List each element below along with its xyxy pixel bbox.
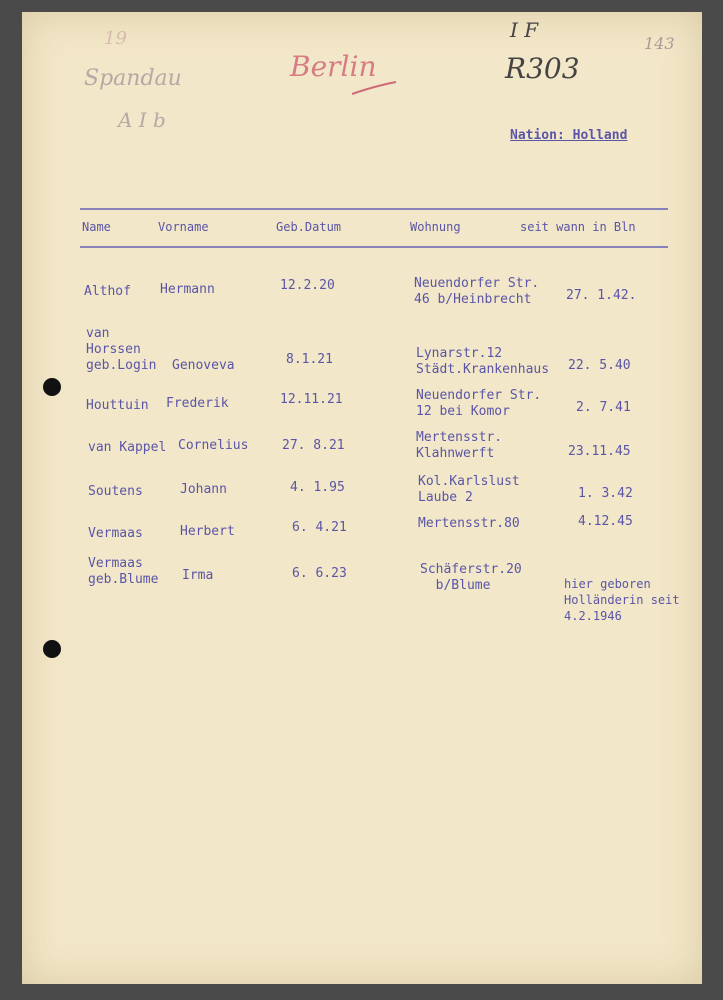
row-4-name: van Kappel	[88, 440, 167, 455]
handwritten-ai: A I b	[118, 108, 166, 132]
punch-hole	[43, 378, 61, 396]
row-3-wohnung: Neuendorfer Str. 12 bei Komor	[416, 388, 542, 419]
row-6-vorname: Herbert	[180, 524, 235, 539]
header-rule-top	[80, 208, 668, 210]
row-5-geb: 4. 1.95	[290, 480, 345, 495]
punch-hole	[43, 640, 61, 658]
row-5-seit: 1. 3.42	[578, 486, 633, 501]
handwritten-folder: I F	[510, 18, 539, 42]
handwritten-berlin: Berlin	[290, 50, 377, 83]
row-2-seit: 22. 5.40	[568, 358, 631, 373]
row-2-name: van Horssen geb.Login	[86, 326, 157, 373]
row-1-geb: 12.2.20	[280, 278, 335, 293]
row-7-wohnung: Schäferstr.20 b/Blume	[420, 562, 522, 593]
row-4-geb: 27. 8.21	[282, 438, 345, 453]
row-2-wohnung: Lynarstr.12 Städt.Krankenhaus	[416, 346, 550, 377]
stamp-number: 19	[104, 28, 127, 49]
row-6-name: Vermaas	[88, 526, 143, 541]
page-number: 143	[644, 34, 675, 53]
header-rule-bottom	[80, 246, 668, 248]
row-4-vorname: Cornelius	[178, 438, 249, 453]
row-4-seit: 23.11.45	[568, 444, 631, 459]
row-1-seit: 27. 1.42.	[566, 288, 637, 303]
row-7-geb: 6. 6.23	[292, 566, 347, 581]
row-3-seit: 2. 7.41	[576, 400, 631, 415]
row-5-name: Soutens	[88, 484, 143, 499]
nation-label: Nation: Holland	[510, 128, 628, 143]
header-vorname: Vorname	[158, 220, 209, 234]
handwritten-spandau: Spandau	[84, 66, 182, 91]
header-wohnung: Wohnung	[410, 220, 461, 234]
row-7-name: Vermaas geb.Blume	[88, 556, 159, 587]
row-1-name: Althof	[84, 284, 131, 299]
row-1-vorname: Hermann	[160, 282, 215, 297]
header-seit: seit wann in Bln	[520, 220, 636, 234]
row-4-wohnung: Mertensstr. Klahnwerft	[416, 430, 503, 461]
row-6-seit: 4.12.45	[578, 514, 633, 529]
row-6-wohnung: Mertensstr.80	[418, 516, 520, 531]
row-1-wohnung: Neuendorfer Str. 46 b/Heinbrecht	[414, 276, 540, 307]
row-2-geb: 8.1.21	[286, 352, 333, 367]
header-geb-datum: Geb.Datum	[276, 220, 342, 234]
row-6-geb: 6. 4.21	[292, 520, 347, 535]
row-7-seit: hier geboren Holländerin seit 4.2.1946	[564, 577, 680, 623]
row-3-geb: 12.11.21	[280, 392, 343, 407]
berlin-underline	[350, 78, 400, 98]
handwritten-ref: R303	[505, 52, 580, 85]
row-5-wohnung: Kol.Karlslust Laube 2	[418, 474, 520, 505]
row-7-vorname: Irma	[182, 568, 214, 583]
row-2-vorname: Genoveva	[172, 358, 235, 373]
row-3-name: Houttuin	[86, 398, 149, 413]
header-name: Name	[82, 220, 111, 234]
row-5-vorname: Johann	[180, 482, 227, 497]
row-3-vorname: Frederik	[166, 396, 229, 411]
